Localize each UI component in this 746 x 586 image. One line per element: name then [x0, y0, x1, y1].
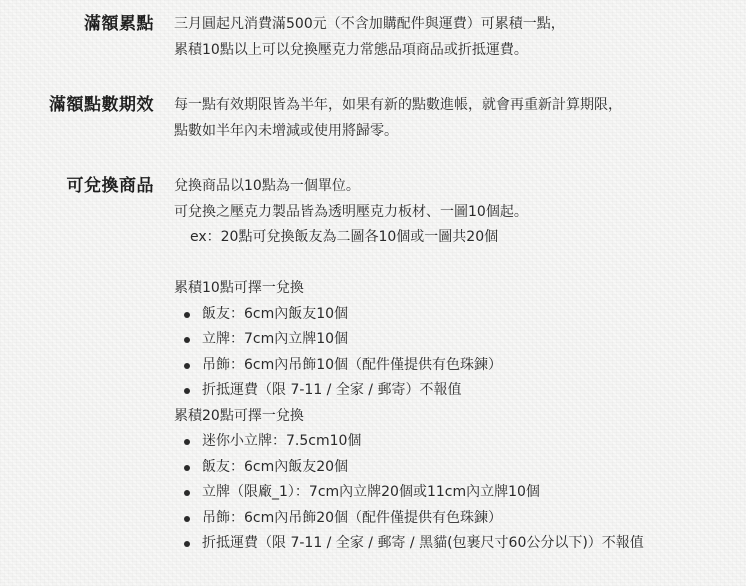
example-line: ex：20點可兌換飯友為二圖各10個或一圖共20個: [190, 229, 499, 245]
spacer: [174, 251, 734, 277]
list-item-text: 立牌：7cm內立牌10個: [202, 331, 349, 347]
section-content: [174, 12, 734, 63]
text-line: 三月圓起凡消費滿500元（不含加購配件與運費）可累積一點，: [174, 16, 565, 32]
list-item: [174, 353, 734, 379]
section-label: 可兌換商品: [66, 176, 154, 196]
list-item-text: 吊飾：6cm內吊飾10個（配件僅提供有色珠鍊）: [202, 356, 503, 373]
list-item-text: 飯友：6cm內飯友20個: [202, 458, 349, 475]
tier-20-list: [174, 429, 734, 557]
bullet-icon: [184, 312, 190, 318]
bullet-icon: [184, 465, 190, 471]
list-item: [174, 302, 734, 328]
text-line: 每一點有效期限皆為半年，如果有新的點數進帳，就會再重新計算期限，: [174, 97, 622, 113]
bullet-icon: [184, 490, 190, 496]
text-line: 點數如半年內未增減或使用將歸零。: [174, 122, 398, 139]
list-item: [174, 480, 734, 506]
tier-10-list: [174, 302, 734, 404]
list-item: [174, 378, 734, 404]
text-line: 兌換商品以10點為一個單位。: [174, 178, 360, 194]
section-content: [174, 174, 734, 557]
list-item: [174, 531, 734, 557]
list-item-text: 吊飾：6cm內吊飾20個（配件僅提供有色珠鍊）: [202, 509, 503, 526]
bullet-icon: [184, 337, 190, 343]
bullet-icon: [184, 388, 190, 394]
list-item: [174, 327, 734, 353]
bullet-icon: [184, 439, 190, 445]
list-item-text: 折抵運費（限 7-11 / 全家 / 郵寄）不報值: [202, 382, 462, 398]
list-item: [174, 506, 734, 532]
list-item-text: 立牌（限廠_1）：7cm內立牌20個或11cm內立牌10個: [202, 484, 540, 500]
text-line: 累積10點以上可以兌換壓克力常態品項商品或折抵運費。: [174, 41, 528, 58]
list-item-text: 迷你小立牌：7.5cm10個: [202, 433, 362, 449]
list-item-text: 飯友：6cm內飯友10個: [202, 305, 349, 322]
list-item: [174, 429, 734, 455]
list-item-text: 折抵運費（限 7-11 / 全家 / 郵寄 / 黑貓(包裹尺寸60公分以下)）不報值: [202, 535, 644, 551]
bullet-icon: [184, 516, 190, 522]
section-label: 滿額點數期效: [49, 95, 154, 115]
text-line: 可兌換之壓克力製品皆為透明壓克力板材、一圖10個起。: [174, 203, 528, 220]
tier-20-heading: 累積20點可擇一兌換: [174, 407, 304, 424]
bullet-icon: [184, 541, 190, 547]
bullet-icon: [184, 363, 190, 369]
section-content: [174, 93, 734, 144]
section-label: 滿額累點: [84, 14, 154, 34]
tier-10-heading: 累積10點可擇一兌換: [174, 280, 304, 296]
list-item: [174, 455, 734, 481]
